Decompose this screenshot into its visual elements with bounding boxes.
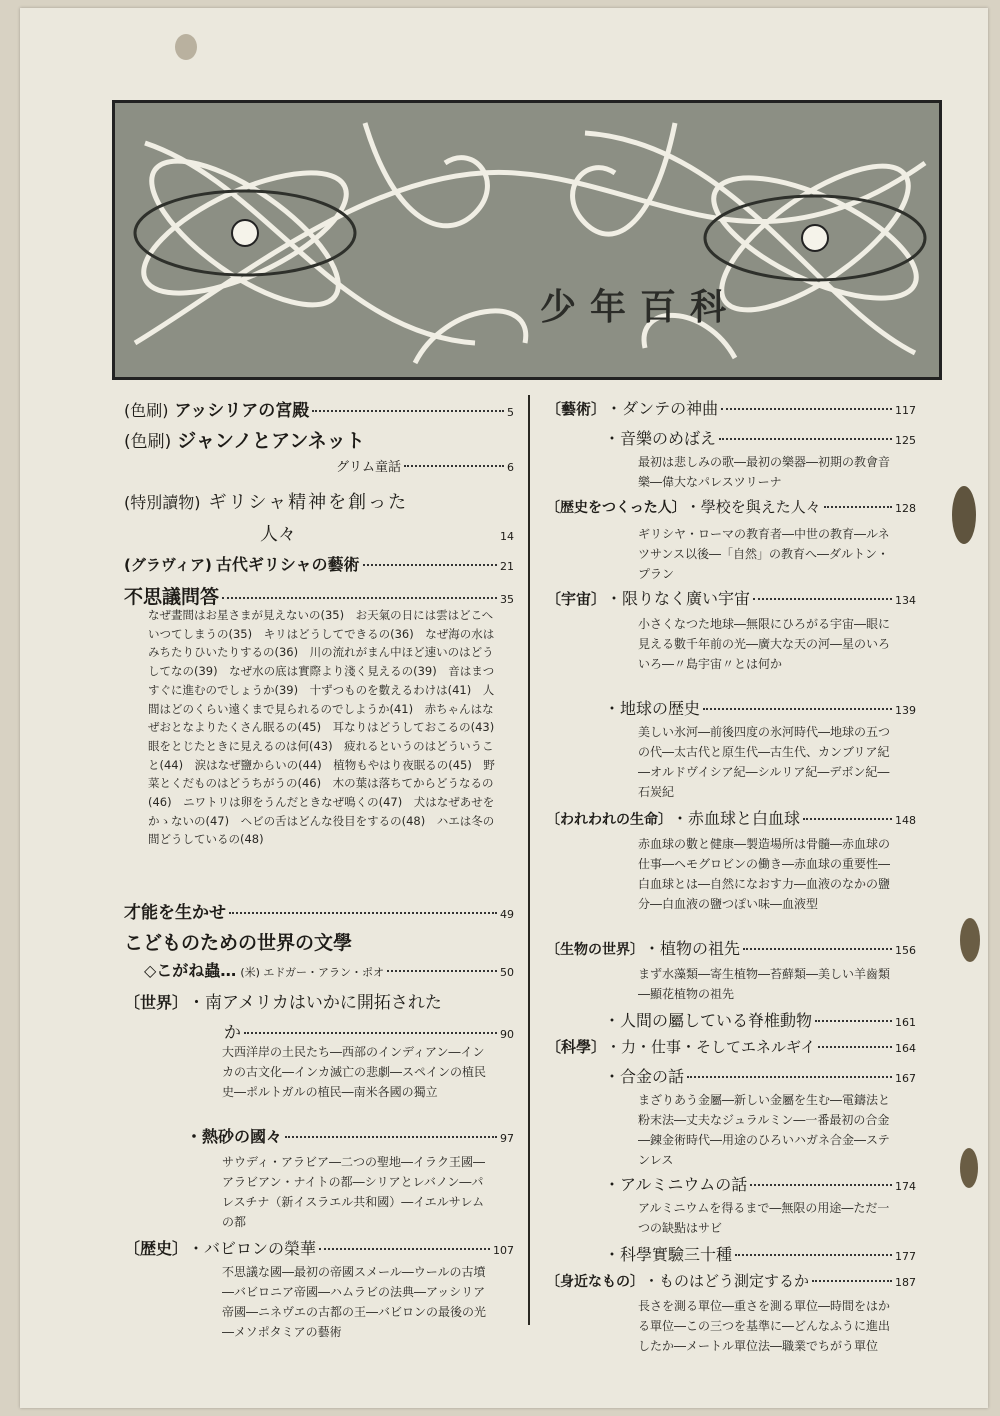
toc-title: ・アルミニウムの話 xyxy=(604,1175,748,1194)
toc-title: ・植物の祖先 xyxy=(644,939,741,958)
toc-page: 187 xyxy=(895,1276,916,1289)
toc-description: 小さくなつた地球―無限にひろがる宇宙―眼に見える數千年前の光―廣大な天の河―星のいろいろ―〃島宇宙〃とは何か xyxy=(638,617,891,671)
toc-entry[interactable] xyxy=(546,1270,916,1296)
toc-title: ・熱砂の國々 xyxy=(186,1127,283,1146)
toc-page: 14 xyxy=(500,530,514,543)
toc-title: ◇こがね蟲… xyxy=(144,961,237,980)
toc-subtitle: グリム童話 xyxy=(336,460,402,475)
toc-entry-cont[interactable] xyxy=(124,1018,514,1042)
toc-description: 長さを測る單位―重さを測る單位―時間をはかる單位―この三つを基準に―どんなふうに進出したか―メートル單位法―職業でちがう單位 xyxy=(638,1299,891,1353)
toc-entry-cont[interactable] xyxy=(124,456,514,488)
toc-description: サウディ・アラビア―二つの聖地―イラク王國―アラビアン・ナイトの都―シリアとレバノン―パレスチナ（新イスラエル共和國）―イエルサレムの都 xyxy=(222,1155,486,1229)
toc-title: ・ものはどう測定するか xyxy=(644,1272,810,1290)
toc-entry[interactable] xyxy=(124,928,514,958)
toc-entry[interactable] xyxy=(546,396,916,426)
toc-description: 美しい氷河―前後四度の氷河時代―地球の五つの代―太古代と原生代―古生代、カンブリア紀―オルドヴイシア紀―シルリア紀―デボン紀―石炭紀 xyxy=(638,725,891,799)
toc-page: 167 xyxy=(895,1072,916,1085)
leader-dots xyxy=(222,597,497,599)
header-banner xyxy=(112,100,942,380)
toc-entry[interactable] xyxy=(546,426,916,452)
toc-category: 〔宇宙〕 xyxy=(546,590,607,608)
toc-page: 164 xyxy=(895,1042,916,1055)
toc-title: 才能を生かせ xyxy=(124,903,226,923)
toc-title: ・限りなく廣い宇宙 xyxy=(606,589,751,608)
toc-title: ・合金の話 xyxy=(604,1067,685,1086)
toc-page: 6 xyxy=(507,461,514,474)
header-title: 少年百科 xyxy=(539,287,740,328)
toc-entry[interactable] xyxy=(124,582,514,606)
toc-page: 156 xyxy=(895,944,916,957)
toc-title: 不思議問答 xyxy=(124,586,220,608)
stain-right-2 xyxy=(960,918,980,962)
toc-title: ・地球の歴史 xyxy=(604,699,701,718)
leader-dots xyxy=(703,708,892,710)
toc-category: 〔世界〕 xyxy=(124,993,189,1012)
leader-dots xyxy=(687,1076,892,1078)
toc-title: アッシリアの宮殿 xyxy=(174,401,310,421)
toc-page: 128 xyxy=(895,502,916,515)
toc-entry[interactable] xyxy=(124,1124,514,1152)
toc-page: 177 xyxy=(895,1250,916,1263)
toc-category: (特別讀物) xyxy=(124,493,201,512)
leader-dots xyxy=(824,506,892,508)
toc-category: 〔科學〕 xyxy=(546,1038,607,1056)
toc-description: 最初は悲しみの歌―最初の樂器―初期の教會音樂―偉大なパレスツリーナ xyxy=(638,455,891,489)
toc-entry[interactable] xyxy=(546,496,916,524)
toc-title: ギリシャ精神を創った xyxy=(208,492,409,513)
leader-dots xyxy=(818,1046,892,1048)
toc-page: 174 xyxy=(895,1180,916,1193)
toc-title-cont: 人々 xyxy=(260,524,296,545)
stain-right-3 xyxy=(960,1148,978,1188)
toc-author: (米) エドガー・アラン・ポオ xyxy=(240,966,385,979)
leader-dots xyxy=(319,1248,490,1250)
toc-title: こどものための世界の文學 xyxy=(124,932,353,954)
leader-dots xyxy=(229,912,497,914)
leader-dots xyxy=(815,1020,892,1022)
toc-title: ・バビロンの榮華 xyxy=(188,1239,317,1258)
toc-entry[interactable] xyxy=(546,1036,916,1064)
toc-entry[interactable] xyxy=(546,1172,916,1198)
toc-entry[interactable] xyxy=(124,488,514,520)
toc-title: ・赤血球と白血球 xyxy=(672,809,801,828)
leader-dots xyxy=(404,465,504,467)
toc-description: アルミニウムを得るまで―無限の用途―ただ一つの缺點はサビ xyxy=(638,1201,890,1235)
leader-dots xyxy=(312,410,504,412)
toc-description: まず水藻類―寄生植物―苔蘚類―美しい羊齒類―顯花植物の祖先 xyxy=(638,967,891,1001)
toc-page: 148 xyxy=(895,814,916,827)
toc-title: ・科學實驗三十種 xyxy=(604,1245,733,1264)
leader-dots xyxy=(387,970,497,972)
leader-dots xyxy=(719,438,892,440)
toc-entry[interactable] xyxy=(546,1008,916,1036)
toc-page: 90 xyxy=(500,1028,514,1041)
toc-category: 〔歴史をつくった人〕 xyxy=(546,500,686,516)
toc-entry-cont[interactable] xyxy=(124,520,514,552)
atom-ornament xyxy=(115,103,939,377)
toc-description: まざりあう金屬―新しい金屬を生む―電鑄法と粉末法―丈夫なジュラルミン―一番最初の合金―錬金術時代―用途のひろいハガネ合金―ステンレス xyxy=(638,1093,891,1167)
leader-dots xyxy=(812,1280,892,1282)
toc-page: 49 xyxy=(500,908,514,921)
toc-title: ・ダンテの神曲 xyxy=(606,399,719,418)
toc-title: ジャンノとアンネット xyxy=(177,430,365,452)
toc-left-column xyxy=(124,396,514,1342)
toc-page: 134 xyxy=(895,594,916,607)
toc-entry[interactable] xyxy=(546,696,916,722)
toc-page: 161 xyxy=(895,1016,916,1029)
leader-dots xyxy=(753,598,892,600)
leader-dots xyxy=(285,1136,497,1138)
leader-dots xyxy=(363,564,498,566)
toc-title: ・音樂のめばえ xyxy=(604,429,717,448)
leader-dots xyxy=(721,408,892,410)
toc-category: 〔われわれの生命〕 xyxy=(546,812,672,828)
toc-page: 50 xyxy=(500,966,514,979)
toc-entry[interactable] xyxy=(124,988,514,1018)
toc-entry[interactable] xyxy=(546,936,916,964)
toc-entry[interactable] xyxy=(546,586,916,614)
toc-description: ギリシヤ・ローマの教育者―中世の教育―ルネツサンス以後―「自然」の教育へ―ダルトン・プラン xyxy=(638,527,890,581)
toc-page: 35 xyxy=(500,593,514,606)
toc-entry[interactable] xyxy=(124,898,514,928)
toc-description: なぜ晝間はお星さまが見えないの(35) お天氣の日には雲はどこへいつてしまうの(35) キリはどうしてできるの(36) なぜ海の水はみちたりひいたりするの(36) 川の流れがまん中ほど速いのはどうしてなの(39) なぜ水の底は實際より淺く見えるの(39) 音はまつすぐに進むのでしょうか(39) 十ずつものを數えるわけは(41) 人間はどのくらい遠くまで見られるのでしようか(41) 赤ちゃんはなぜおとなよりたくさん眠るの(45) 耳なりはどうしておこるの(43) 眼をとじたときに見えるのは何(43) 疲れるというのはどういうこと(44) 涙はなぜ鹽からいの(44) 植物もやはり夜眠るの(45) 野菜とくだものはどうちがうの(46) 木の葉は落ちてからどうなるの(46) ニワトリは卵をうんだときなぜ鳴くの(47) 犬はなぜあせをかゝないの(47) ヘビの舌はどんな役目をするの(48) ハエは冬の間どうしているの(48) xyxy=(148,608,506,847)
leader-dots xyxy=(803,818,892,820)
stain-top-left xyxy=(175,34,197,60)
toc-description: 大西洋岸の土民たち―西部のインディアン―インカの古文化―インカ滅亡の悲劇―スペインの植民史―ポルトガルの植民―南米各國の獨立 xyxy=(222,1045,487,1099)
toc-page: 139 xyxy=(895,704,916,717)
toc-description: 赤血球の數と健康―製造場所は骨髓―赤血球の仕事―ヘモグロビンの働き―赤血球の重要性―白血球とは―自然になおす力―血液のなかの鹽分―白血液の鹽つぽい味―血液型 xyxy=(638,837,891,911)
toc-description: 不思議な國―最初の帝國スメール―ウールの古墳―バビロニア帝國―ハムラビの法典―アッシリア帝國―ニネヴエの古都の王―バビロンの最後の光―メソポタミアの藝術 xyxy=(222,1265,487,1339)
toc-category: (色刷) xyxy=(124,432,172,452)
toc-category: 〔藝術〕 xyxy=(546,400,607,418)
toc-entry[interactable] xyxy=(124,958,514,988)
toc-title: 古代ギリシャの藝術 xyxy=(215,555,360,574)
toc-title-cont: か xyxy=(224,1023,241,1043)
toc-entry[interactable] xyxy=(124,426,514,456)
toc-title: ・南アメリカはいかに開拓された xyxy=(188,993,442,1013)
leader-dots xyxy=(743,948,892,950)
toc-page: 125 xyxy=(895,434,916,447)
toc-category: 〔生物の世界〕 xyxy=(546,942,644,958)
toc-page: 117 xyxy=(895,404,916,417)
toc-category: 〔歴史〕 xyxy=(124,1239,189,1258)
toc-page: 97 xyxy=(500,1132,514,1145)
toc-page: 5 xyxy=(507,406,514,419)
toc-title: ・力・仕事・そしてエネルギイ xyxy=(606,1038,816,1056)
toc-entry[interactable] xyxy=(124,1236,514,1262)
toc-category: (色刷) xyxy=(124,401,169,420)
toc-category: 〔身近なもの〕 xyxy=(546,1274,644,1290)
leader-dots xyxy=(244,1032,497,1034)
toc-right-column xyxy=(546,396,916,1356)
toc-entry[interactable] xyxy=(546,1064,916,1090)
toc-entry[interactable] xyxy=(124,396,514,426)
stain-right-1 xyxy=(952,486,976,544)
toc-entry[interactable] xyxy=(546,1242,916,1270)
toc-page: 21 xyxy=(500,560,514,573)
toc-entry[interactable] xyxy=(546,806,916,834)
toc-title: ・學校を與えた人々 xyxy=(685,498,821,516)
toc-category: (グラヴィア) xyxy=(124,556,212,574)
toc-page: 107 xyxy=(493,1244,514,1257)
toc-entry[interactable] xyxy=(124,552,514,582)
leader-dots xyxy=(735,1254,892,1256)
column-divider xyxy=(528,395,530,1325)
toc-title: ・人間の屬している脊椎動物 xyxy=(604,1011,813,1030)
leader-dots xyxy=(750,1184,892,1186)
